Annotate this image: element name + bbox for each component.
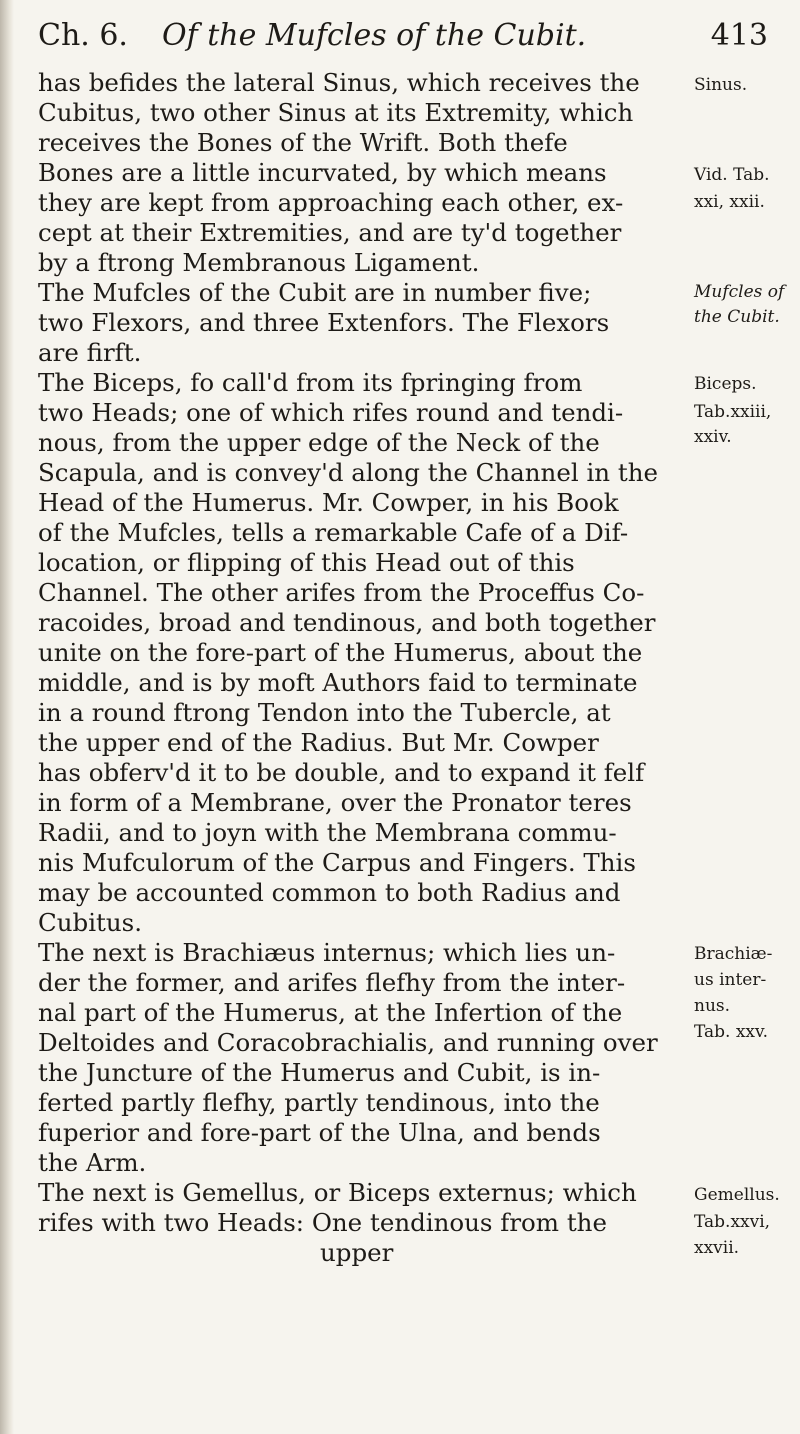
text-line: racoides, broad and tendinous, and both together <box>38 608 656 637</box>
margin-note: Tab.xxvi, <box>694 1212 771 1232</box>
chapter-label: Ch. 6. <box>38 18 128 53</box>
margin-note: Gemellus. <box>694 1185 780 1205</box>
text-line: Cubitus, two other Sinus at its Extremity, which <box>38 98 634 127</box>
margin-note: xxi, xxii. <box>694 192 765 212</box>
text-line: by a ftrong Membranous Ligament. <box>38 248 480 277</box>
text-line: Cubitus. <box>38 908 143 937</box>
margin-note: nus. <box>694 996 731 1016</box>
text-line: the upper end of the Radius. But Mr. Cowper <box>38 728 599 757</box>
text-line: Head of the Humerus. Mr. Cowper, in his Book <box>38 488 619 517</box>
text-line: they are kept from approaching each other, ex- <box>38 188 624 217</box>
margin-note: Biceps. <box>694 374 757 394</box>
text-line: the Juncture of the Humerus and Cubit, is in- <box>38 1058 601 1087</box>
text-line: rifes with two Heads: One tendinous from the <box>38 1208 607 1237</box>
running-header <box>38 10 768 62</box>
text-line: of the Mufcles, tells a remarkable Cafe of a Dif- <box>38 518 629 547</box>
text-line: cept at their Extremities, and are ty'd together <box>38 218 622 247</box>
text-line: nous, from the upper edge of the Neck of the <box>38 428 600 457</box>
text-line: nis Mufculorum of the Carpus and Fingers. This <box>38 848 636 877</box>
margin-note: Mufcles of <box>694 282 785 302</box>
catchword: upper <box>320 1238 394 1267</box>
text-line: two Heads; one of which rifes round and tendi- <box>38 398 624 427</box>
text-line: The Mufcles of the Cubit are in number five; <box>38 278 592 307</box>
text-line: the Arm. <box>38 1148 147 1177</box>
text-line: receives the Bones of the Wrift. Both thefe <box>38 128 568 157</box>
margin-note: Sinus. <box>694 75 748 95</box>
text-line: in form of a Membrane, over the Pronator teres <box>38 788 632 817</box>
text-line: fuperior and fore-part of the Ulna, and bends <box>38 1118 601 1147</box>
text-line: has befides the lateral Sinus, which receives the <box>38 68 640 97</box>
text-line: two Flexors, and three Extenfors. The Flexors <box>38 308 610 337</box>
text-line: location, or flipping of this Head out of this <box>38 548 575 577</box>
text-line: Channel. The other arifes from the Proceffus Co- <box>38 578 645 607</box>
text-line: may be accounted common to both Radius and <box>38 878 621 907</box>
margin-note: xxvii. <box>694 1238 740 1258</box>
margin-note: Vid. Tab. <box>694 165 770 185</box>
text-line: Scapula, and is convey'd along the Channel in the <box>38 458 658 487</box>
text-line: Deltoides and Coracobrachialis, and running over <box>38 1028 658 1057</box>
text-line: are firft. <box>38 338 142 367</box>
margin-note: Tab.xxiii, <box>694 402 772 422</box>
margin-note: Tab. xxv. <box>694 1022 769 1042</box>
page-gutter-shadow <box>0 0 14 1434</box>
text-line: ferted partly flefhy, partly tendinous, into the <box>38 1088 600 1117</box>
margin-note: the Cubit. <box>694 307 780 327</box>
text-line: The next is Gemellus, or Biceps externus; which <box>38 1178 637 1207</box>
text-line: nal part of the Humerus, at the Infertion of the <box>38 998 623 1027</box>
margin-note: Brachiæ- <box>694 944 773 964</box>
text-line: middle, and is by moft Authors faid to terminate <box>38 668 638 697</box>
text-line: Bones are a little incurvated, by which means <box>38 158 607 187</box>
text-line: unite on the fore-part of the Humerus, about the <box>38 638 643 667</box>
text-line: The Biceps, fo call'd from its fpringing from <box>38 368 583 397</box>
margin-note: xxiv. <box>694 427 732 447</box>
text-line: der the former, and arifes flefhy from the inter- <box>38 968 626 997</box>
margin-note: us inter- <box>694 970 767 990</box>
page-number: 413 <box>710 18 768 53</box>
text-line: Radii, and to joyn with the Membrana commu- <box>38 818 617 847</box>
text-line: The next is Brachiæus internus; which lies un- <box>38 938 616 967</box>
text-line: in a round ftrong Tendon into the Tubercle, at <box>38 698 611 727</box>
running-title: Of the Mufcles of the Cubit. <box>162 18 587 53</box>
text-line: has obferv'd it to be double, and to expand it felf <box>38 758 645 787</box>
